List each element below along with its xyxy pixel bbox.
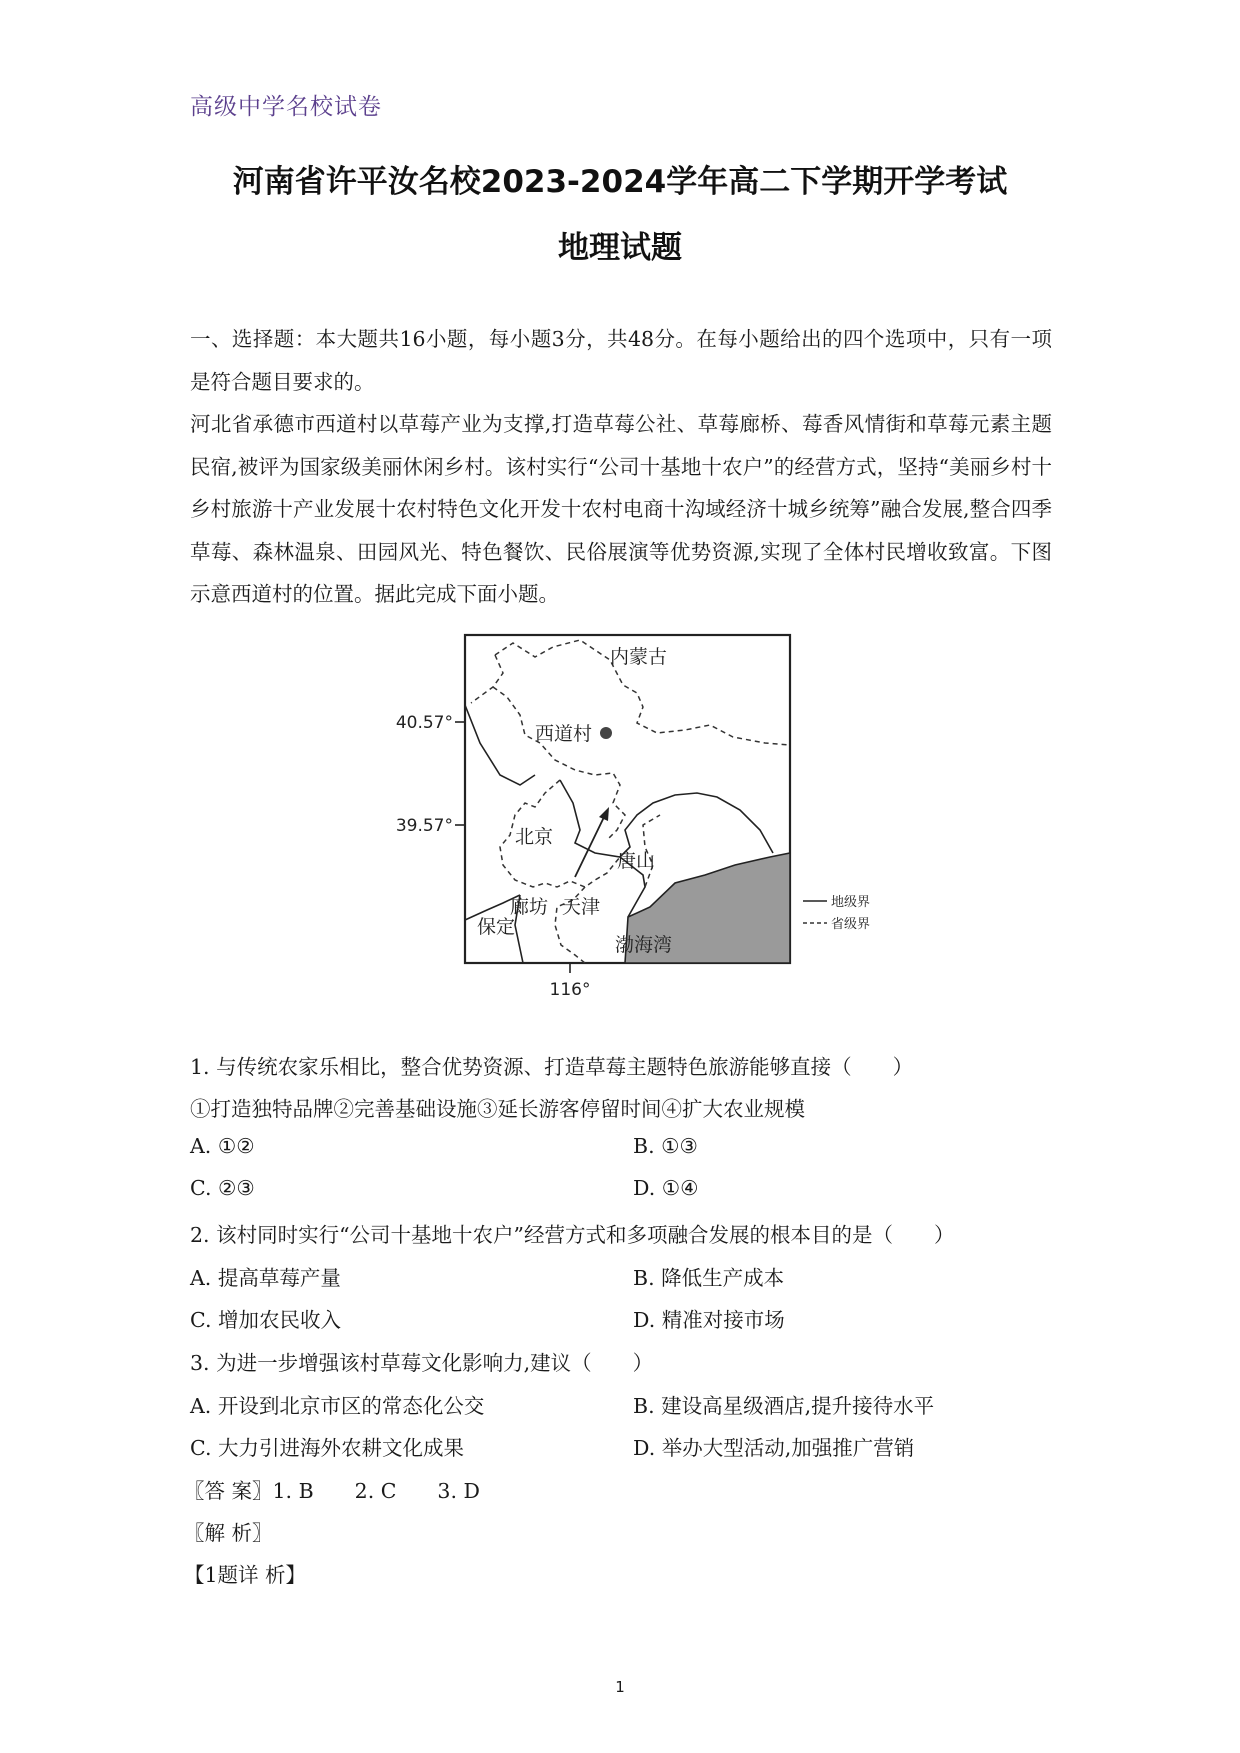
question-1-statements: ①打造独特品牌②完善基础设施③延长游客停留时间④扩大农业规模 [190, 1097, 805, 1121]
page-number: 1 [615, 1678, 625, 1696]
question-1-option-a: A. ①② [190, 1134, 255, 1158]
question-2-option-c: C. 增加农民收入 [190, 1308, 341, 1332]
question-2-option-d: D. 精准对接市场 [633, 1308, 785, 1332]
answer-key: 〖答 案〗1. B 2. C 3. D [184, 1479, 480, 1503]
header-label: 高级中学名校试卷 [190, 94, 382, 120]
question-3-option-a: A. 开设到北京市区的常态化公交 [190, 1394, 485, 1418]
question-2-option-b: B. 降低生产成本 [633, 1266, 785, 1290]
region-bohai: 渤海湾 [615, 934, 673, 956]
region-beijing: 北京 [515, 826, 554, 848]
region-langfang: 廊坊 [510, 896, 549, 918]
question-3-option-d: D. 举办大型活动,加强推广营销 [633, 1436, 915, 1460]
lat-label-top: 40.57° [395, 713, 453, 733]
question-2-option-a: A. 提高草莓产量 [190, 1266, 341, 1290]
passage-text: 河北省承德市西道村以草莓产业为支撑,打造草莓公社、草莓廊桥、莓香风情街和草莓元素主题民宿,被评为国家级美丽休闲乡村。该村实行“公司十基地十农户”的经营方式，坚持“美丽乡村十乡村旅游十产业发展十农村特色文化开发十农村电商十沟域经济十城乡统筹”融合发展,整合四季草莓、森林温泉、田园风光、特色餐饮、民俗展演等优势资源,实现了全体村民增收致富。下图示意西道村的位置。据此完成下面小题。 [190, 412, 1052, 606]
question-1-stem: 1. 与传统农家乐相比，整合优势资源、打造草莓主题特色旅游能够直接（ ） [190, 1055, 914, 1079]
exam-title: 河南省许平汝名校2023-2024学年高二下学期开学考试 [232, 164, 1008, 200]
question-3-option-b: B. 建设高星级酒店,提升接待水平 [633, 1394, 935, 1418]
region-neimenggu: 内蒙古 [610, 646, 668, 668]
xidaocun-dot [600, 727, 612, 739]
region-baoding: 保定 [477, 916, 516, 938]
legend-city-border: 地级界 [831, 895, 871, 910]
question-2-stem: 2. 该村同时实行“公司十基地十农户”经营方式和多项融合发展的根本目的是（ ） [190, 1223, 955, 1247]
legend-province-border: 省级界 [831, 917, 871, 932]
question-1-option-b: B. ①③ [633, 1134, 698, 1158]
region-tangshan: 唐山 [617, 850, 656, 872]
question-1-option-c: C. ②③ [190, 1176, 255, 1200]
exam-subtitle: 地理试题 [558, 230, 682, 266]
analysis-heading: 〖解 析〗 [184, 1521, 273, 1545]
location-map [375, 625, 871, 1040]
lat-label-bottom: 39.57° [395, 816, 453, 836]
lon-label: 116° [549, 980, 591, 1000]
region-xidaocun: 西道村 [535, 723, 593, 745]
question-3-option-c: C. 大力引进海外农耕文化成果 [190, 1436, 464, 1460]
question-1-option-d: D. ①④ [633, 1176, 699, 1200]
region-tianjin: 天津 [562, 896, 601, 918]
detail-heading: 【1题详 析】 [184, 1563, 307, 1587]
section-intro: 一、选择题：本大题共16小题，每小题3分，共48分。在每小题给出的四个选项中，只有一项是符合题目要求的。 [190, 327, 1052, 394]
question-3-stem: 3. 为进一步增强该村草莓文化影响力,建议（ ） [190, 1351, 654, 1375]
